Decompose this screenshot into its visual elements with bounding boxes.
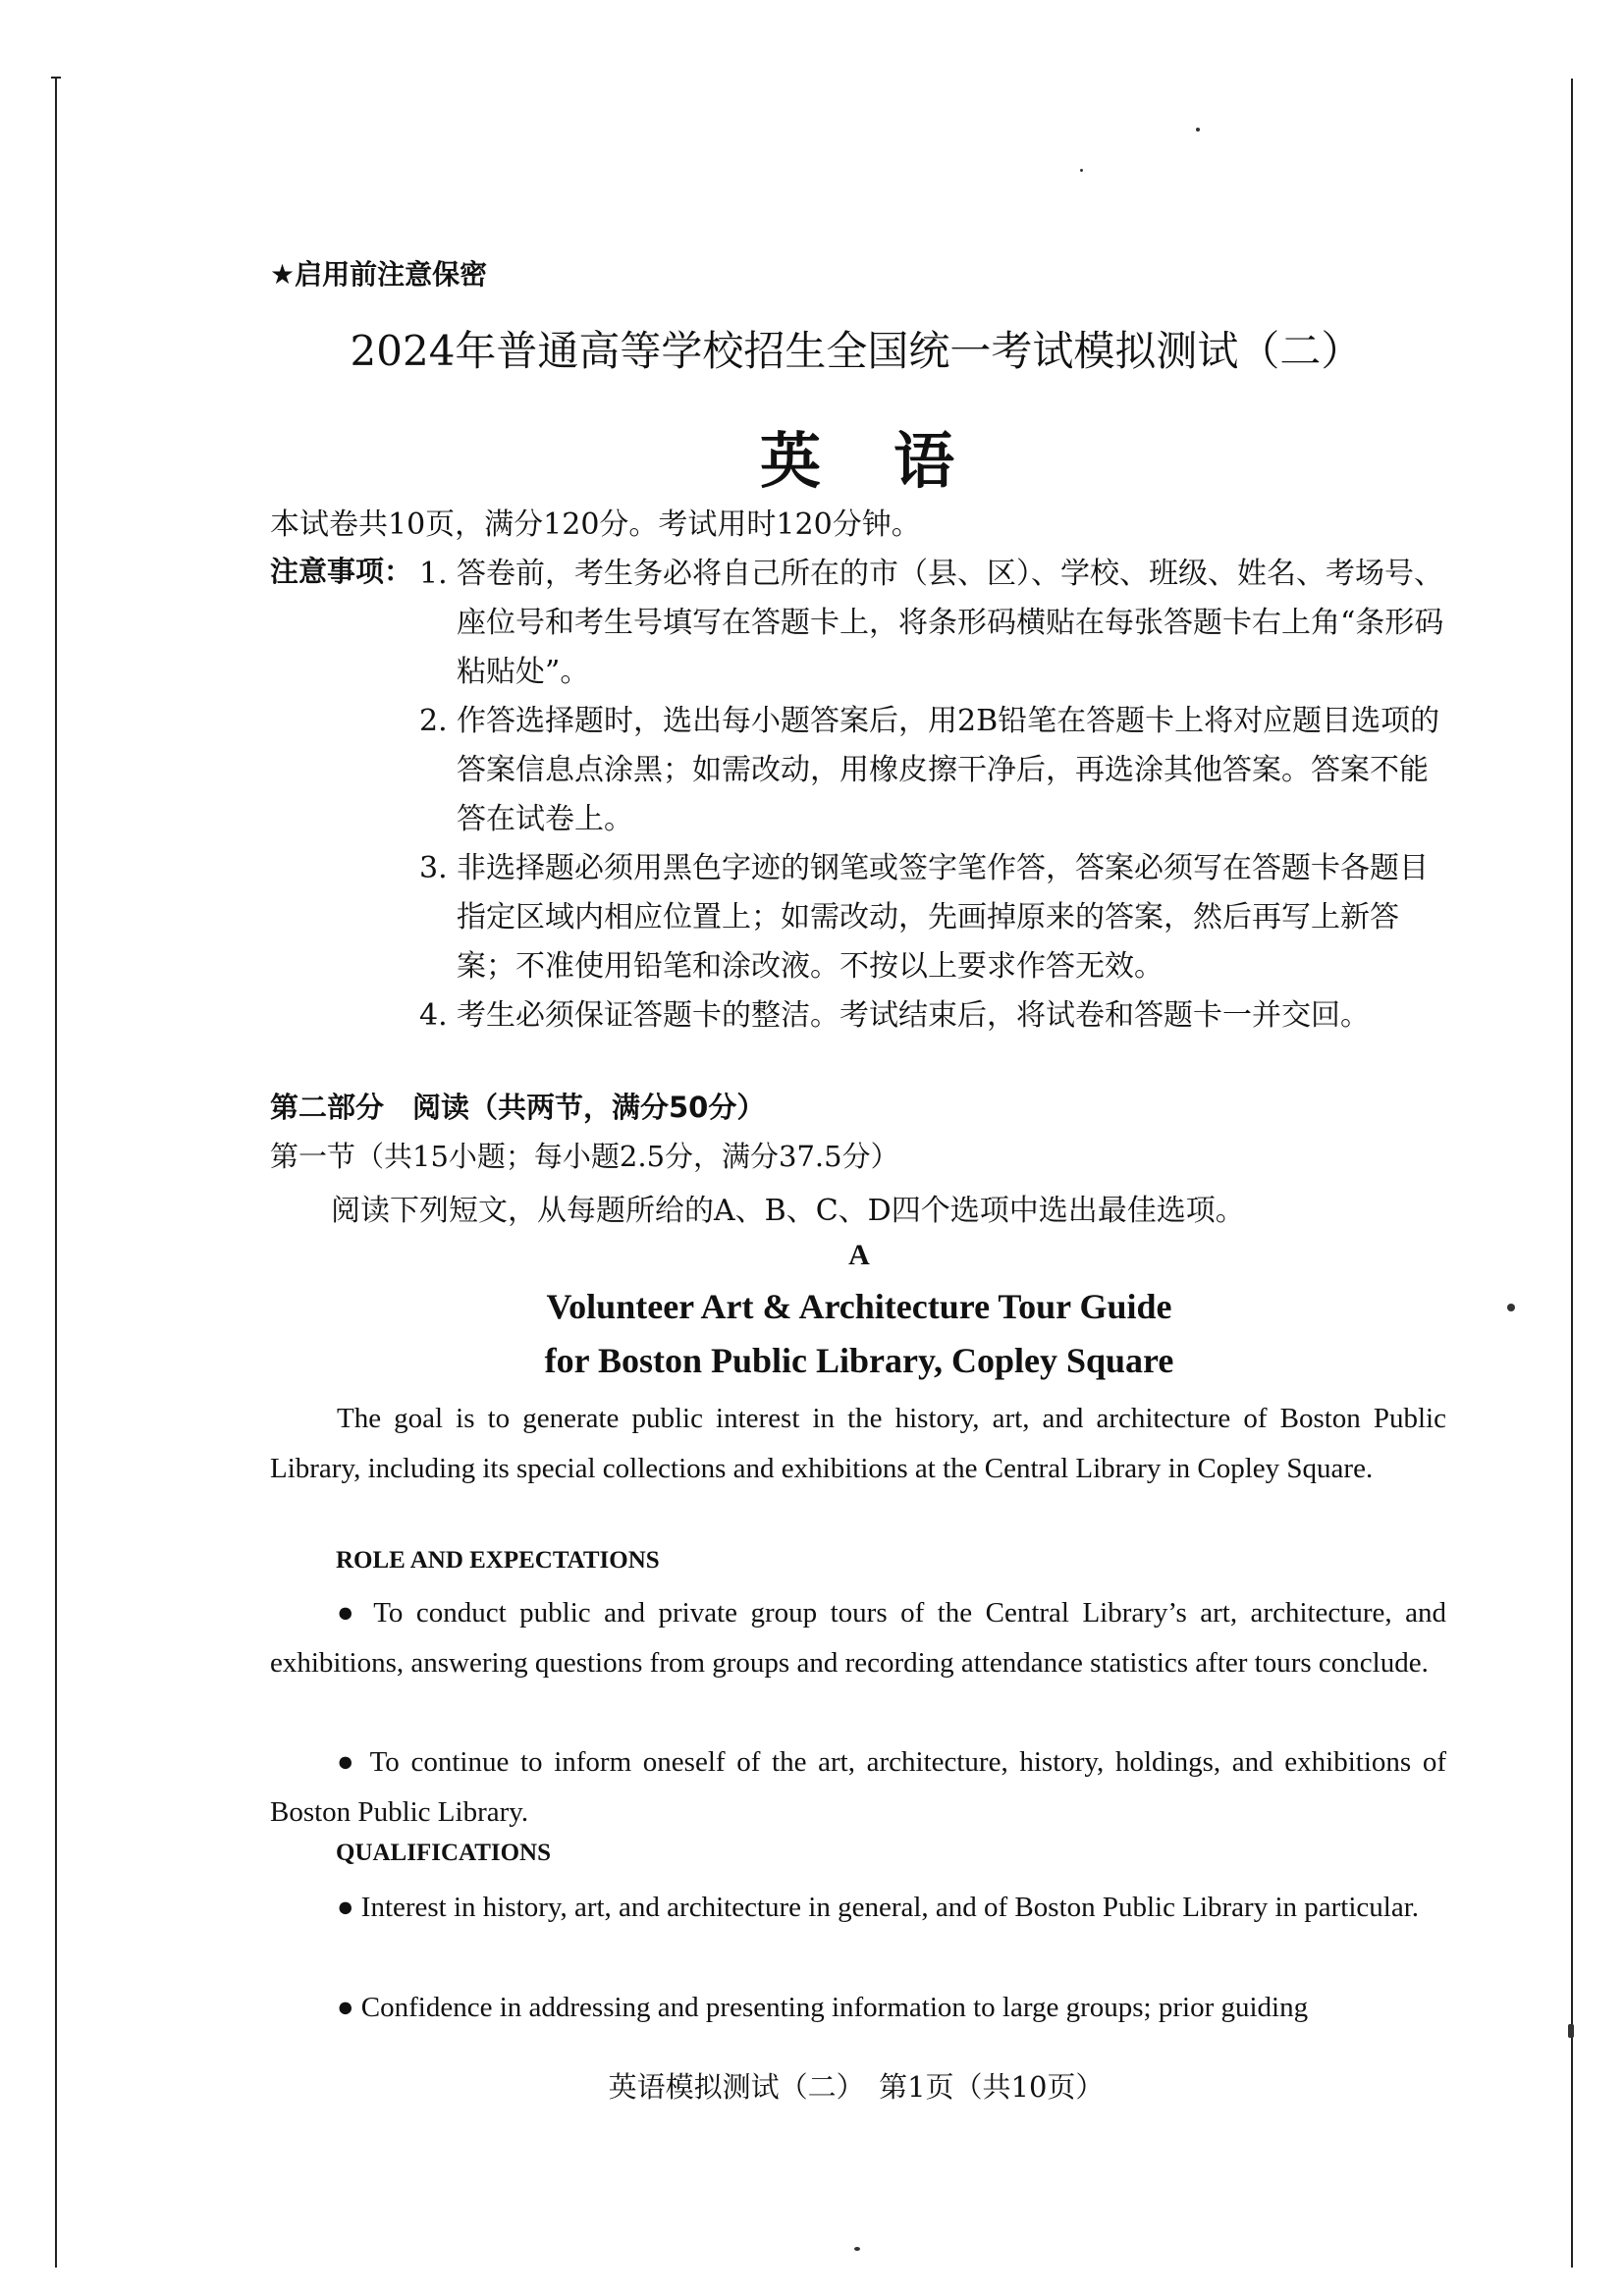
reading-instruction: 阅读下列短文，从每题所给的A、B、C、D四个选项中选出最佳选项。 xyxy=(331,1194,1245,1228)
goal-text: The goal is to generate public interest in the history, art, and architecture of Boston Public Library, including its special collections and exhibitions at the Central Library in Copley Square. xyxy=(270,1403,1446,1484)
qualification-bullet xyxy=(270,1983,1446,2033)
subject-title-part1: 英 xyxy=(759,425,825,497)
notice-heading: 注意事项： xyxy=(270,555,413,588)
qualifications-heading: QUALIFICATIONS xyxy=(336,1840,552,1866)
notice-text: 考生必须保证答题卡的整洁。考试结束后，将试卷和答题卡一并交回。 xyxy=(457,998,1370,1033)
scan-speck xyxy=(1196,128,1200,132)
subject-title xyxy=(0,412,1624,500)
role-bullet xyxy=(270,1588,1446,1688)
notice-text: 作答选择题时，选出每小题答案后，用2B铅笔在答题卡上将对应题目选项的答案信息点涂黑；如需改动，用橡皮擦干净后，再选涂其他答案。答案不能答在试卷上。 xyxy=(457,704,1440,836)
notice-number: 1. xyxy=(419,557,448,591)
notice-number: 3. xyxy=(419,851,448,885)
notice-item xyxy=(419,550,1450,697)
qualification-item-text: Confidence in addressing and presenting information to large groups; prior guiding xyxy=(360,1992,1309,2023)
notice-text: 非选择题必须用黑色字迹的钢笔或签字笔作答，答案必须写在答题卡各题目指定区域内相应位置上；如需改动，先画掉原来的答案，然后再写上新答案；不准使用铅笔和涂改液。不按以上要求作答无效。 xyxy=(457,851,1429,984)
passage-title-line2: for Boston Public Library, Copley Square xyxy=(544,1341,1174,1380)
subject-title-part2: 语 xyxy=(893,425,959,497)
passage-letter: A xyxy=(848,1239,870,1271)
scan-mark-top xyxy=(51,77,61,79)
bullet-icon: ● xyxy=(337,1992,354,2023)
role-heading: ROLE AND EXPECTATIONS xyxy=(336,1547,660,1574)
scan-speck xyxy=(1568,2024,1574,2038)
notice-item xyxy=(419,697,1450,844)
notice-text: 答卷前，考生务必将自己所在的市（县、区）、学校、班级、姓名、考场号、座位号和考生号填写在答题卡上，将条形码横贴在每张答题卡右上角“条形码粘贴处”。 xyxy=(457,557,1444,689)
notice-number: 4. xyxy=(419,998,448,1033)
notice-number: 2. xyxy=(419,704,448,738)
bullet-icon: ● xyxy=(337,1892,354,1923)
scan-speck xyxy=(854,2247,860,2251)
exam-intro: 本试卷共10页，满分120分。考试用时120分钟。 xyxy=(270,507,921,542)
scan-speck xyxy=(1080,169,1083,172)
bullet-icon: ● xyxy=(337,1746,358,1778)
role-item-text: To conduct public and private group tours of the Central Library’s art, architecture, and exhibitions, answering questions from groups and recording attendance statistics after tours conclude. xyxy=(270,1597,1446,1679)
confidential-notice: ★启用前注意保密 xyxy=(270,258,488,291)
section-heading: 第一节（共15小题；每小题2.5分，满分37.5分） xyxy=(270,1140,899,1173)
notice-item xyxy=(419,844,1450,991)
role-item-text: To continue to inform oneself of the art, architecture, history, holdings, and exhibitions of Boston Public Library. xyxy=(270,1746,1447,1828)
qualification-bullet xyxy=(270,1883,1446,1933)
passage-goal-paragraph xyxy=(270,1394,1446,1494)
exam-title: 2024年普通高等学校招生全国统一考试模拟测试（二） xyxy=(350,327,1363,375)
part-heading: 第二部分 阅读（共两节，满分50分） xyxy=(270,1091,766,1124)
page-footer: 英语模拟测试（二） 第1页（共10页） xyxy=(608,2070,1105,2104)
bullet-icon: ● xyxy=(337,1597,360,1629)
scan-border-left xyxy=(55,79,57,2268)
notice-item xyxy=(419,991,1450,1041)
scan-border-right xyxy=(1571,79,1573,2268)
passage-title-line1: Volunteer Art & Architecture Tour Guide xyxy=(546,1287,1172,1326)
notice-list xyxy=(419,550,1450,1041)
role-bullet xyxy=(270,1737,1446,1838)
qualification-item-text: Interest in history, art, and architecture in general, and of Boston Public Library in particular. xyxy=(360,1892,1420,1923)
